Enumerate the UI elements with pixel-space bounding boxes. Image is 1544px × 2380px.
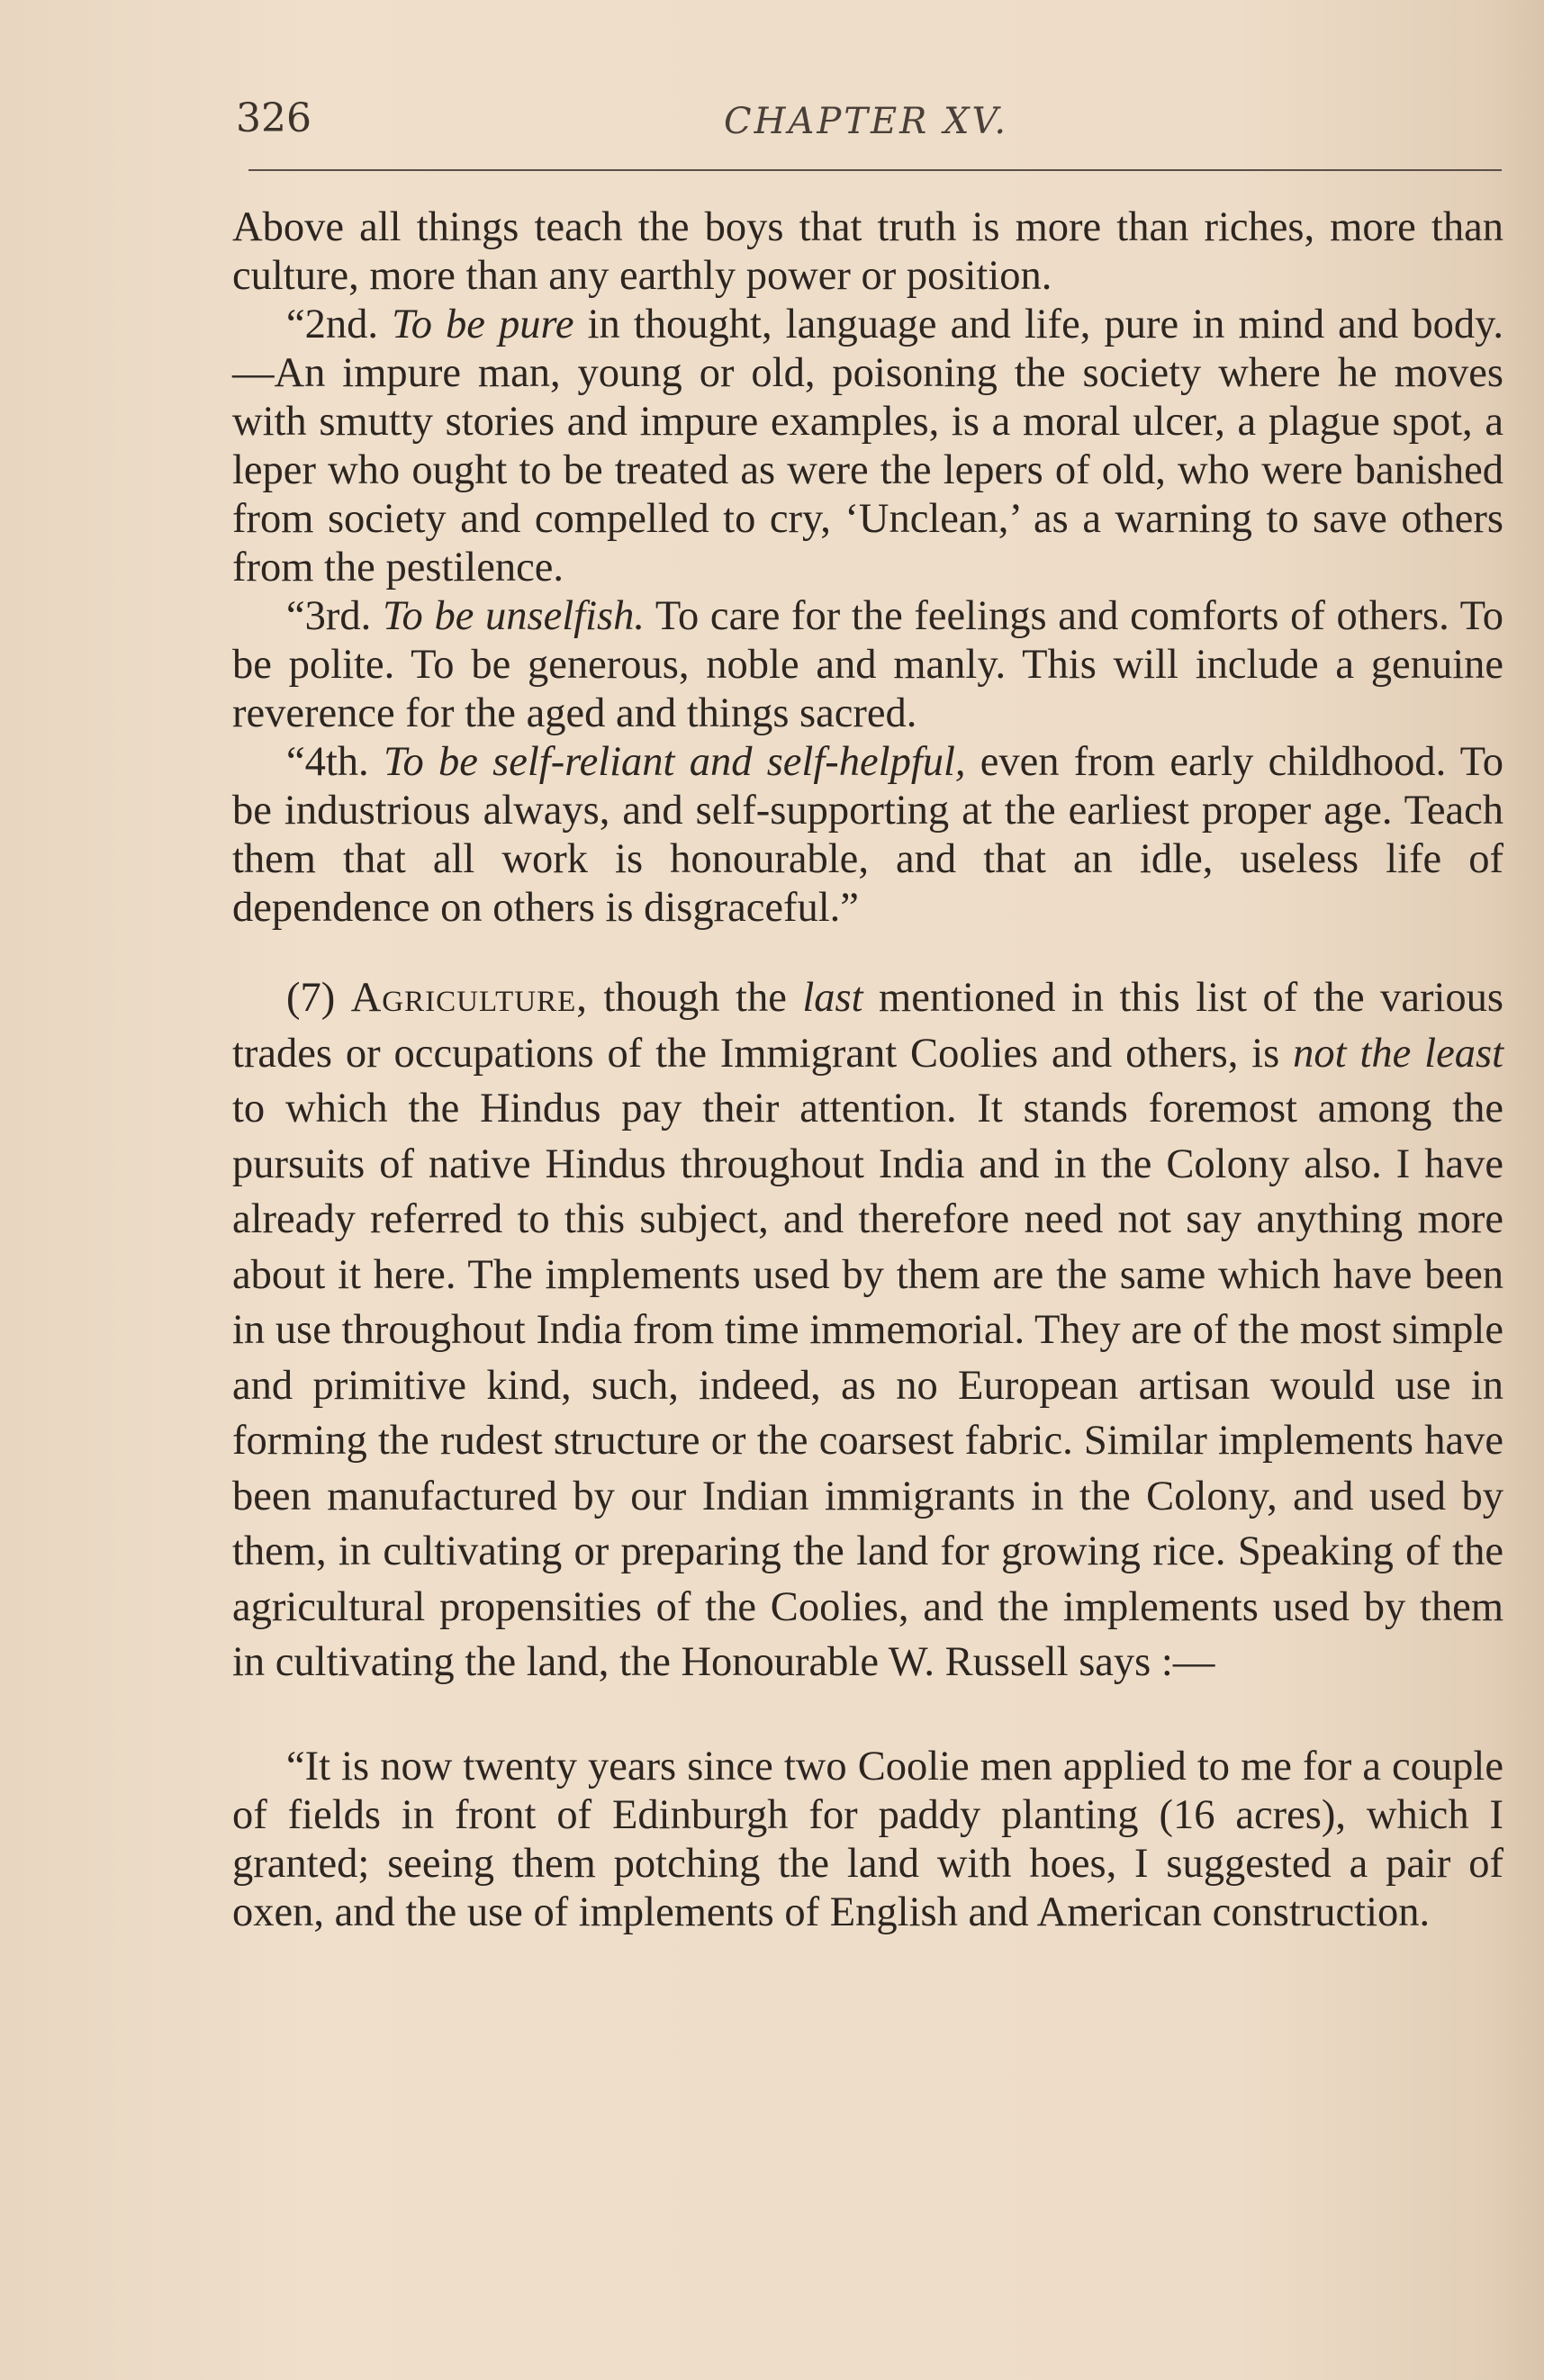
paragraph-2nd-italic: To be pure [392,302,574,347]
paragraph-2nd-rest: in thought, language and life, pure in mind and body.—An impure man, young or old, poisoning the society where he moves with smutty stories and impure examples, is a moral ulcer, a plague spot, a leper who ought to be treated as were the lepers of old, who were banished from society and compelled to cry, ‘Unclean,’ as a warning to save others from the pestilence. [232,302,1503,590]
paragraph-4th-italic: To be self-reliant and self-helpful, [383,739,966,785]
paragraph-4th [232,738,1503,933]
agriculture-lead: (7) [286,975,351,1021]
agriculture-heading: Agriculture, [350,975,588,1021]
body-text [232,203,1503,1937]
paragraph-russell-quote: “It is now twenty years since two Coolie men applied to me for a couple of fields in front of Edinburgh for paddy planting (16 acres), which I granted; seeing them potching the land with hoes, I suggested a pair of oxen, and the use of implements of English and American construction. [232,1743,1503,1935]
running-title: CHAPTER XV. [724,101,1009,142]
paragraph-4th-lead: “4th. [286,739,384,785]
paragraph-truth: Above all things teach the boys that truth is more than riches, more than culture, more than any earthly power or position. [232,204,1503,299]
paragraph-4th-rest: even from early childhood. To be industrious always, and self-supporting at the earliest proper age. Teach them that all work is honourable, and that an idle, useless life of dependence on others is disgraceful.” [232,739,1503,931]
page-number: 326 [236,95,312,141]
paragraph-agriculture [232,970,1503,1690]
paragraph-3rd-italic: To be unselfish. [382,593,645,639]
paragraph-3rd-rest: To care for the feelings and comforts of others. To be polite. To be generous, noble and manly. This will include a genuine reverence for the aged and things sacred. [232,593,1503,736]
header-rule [248,169,1502,171]
paragraph-2nd [232,301,1503,592]
agriculture-italic-not-least: not the least [1293,1030,1503,1077]
paragraph-3rd [232,592,1503,738]
paragraph-3rd-lead: “3rd. [286,593,383,639]
agriculture-italic-last: last [802,975,863,1021]
quote-gap [232,1690,1503,1743]
page-header [236,88,1496,151]
section-gap [232,933,1503,970]
agriculture-text-b: mentioned in this list of the various trades or occupations of the Immigrant Coolies and others, is [232,975,1503,1077]
agriculture-text-a: though the [587,975,803,1021]
paragraph-2nd-lead: “2nd. [286,302,393,347]
agriculture-text-c: to which the Hindus pay their attention. It stands foremost among the pursuits of native Hindus throughout India and in the Colony also. I have already referred to this subject, and therefore need not say anything more about it here. The implements used by them are the same which have been in use throughout India from time immemorial. They are of the most simple and primitive kind, such, indeed, as no European artisan would use in forming the rudest structure or the coarsest fabric. Similar implements have been manufactured by our Indian immigrants in the Colony, and used by them, in cultivating or preparing the land for growing rice. Speaking of the agricultural propensities of the Coolies, and the implements used by them in cultivating the land, the Honourable W. Russell says :— [232,1086,1503,1685]
